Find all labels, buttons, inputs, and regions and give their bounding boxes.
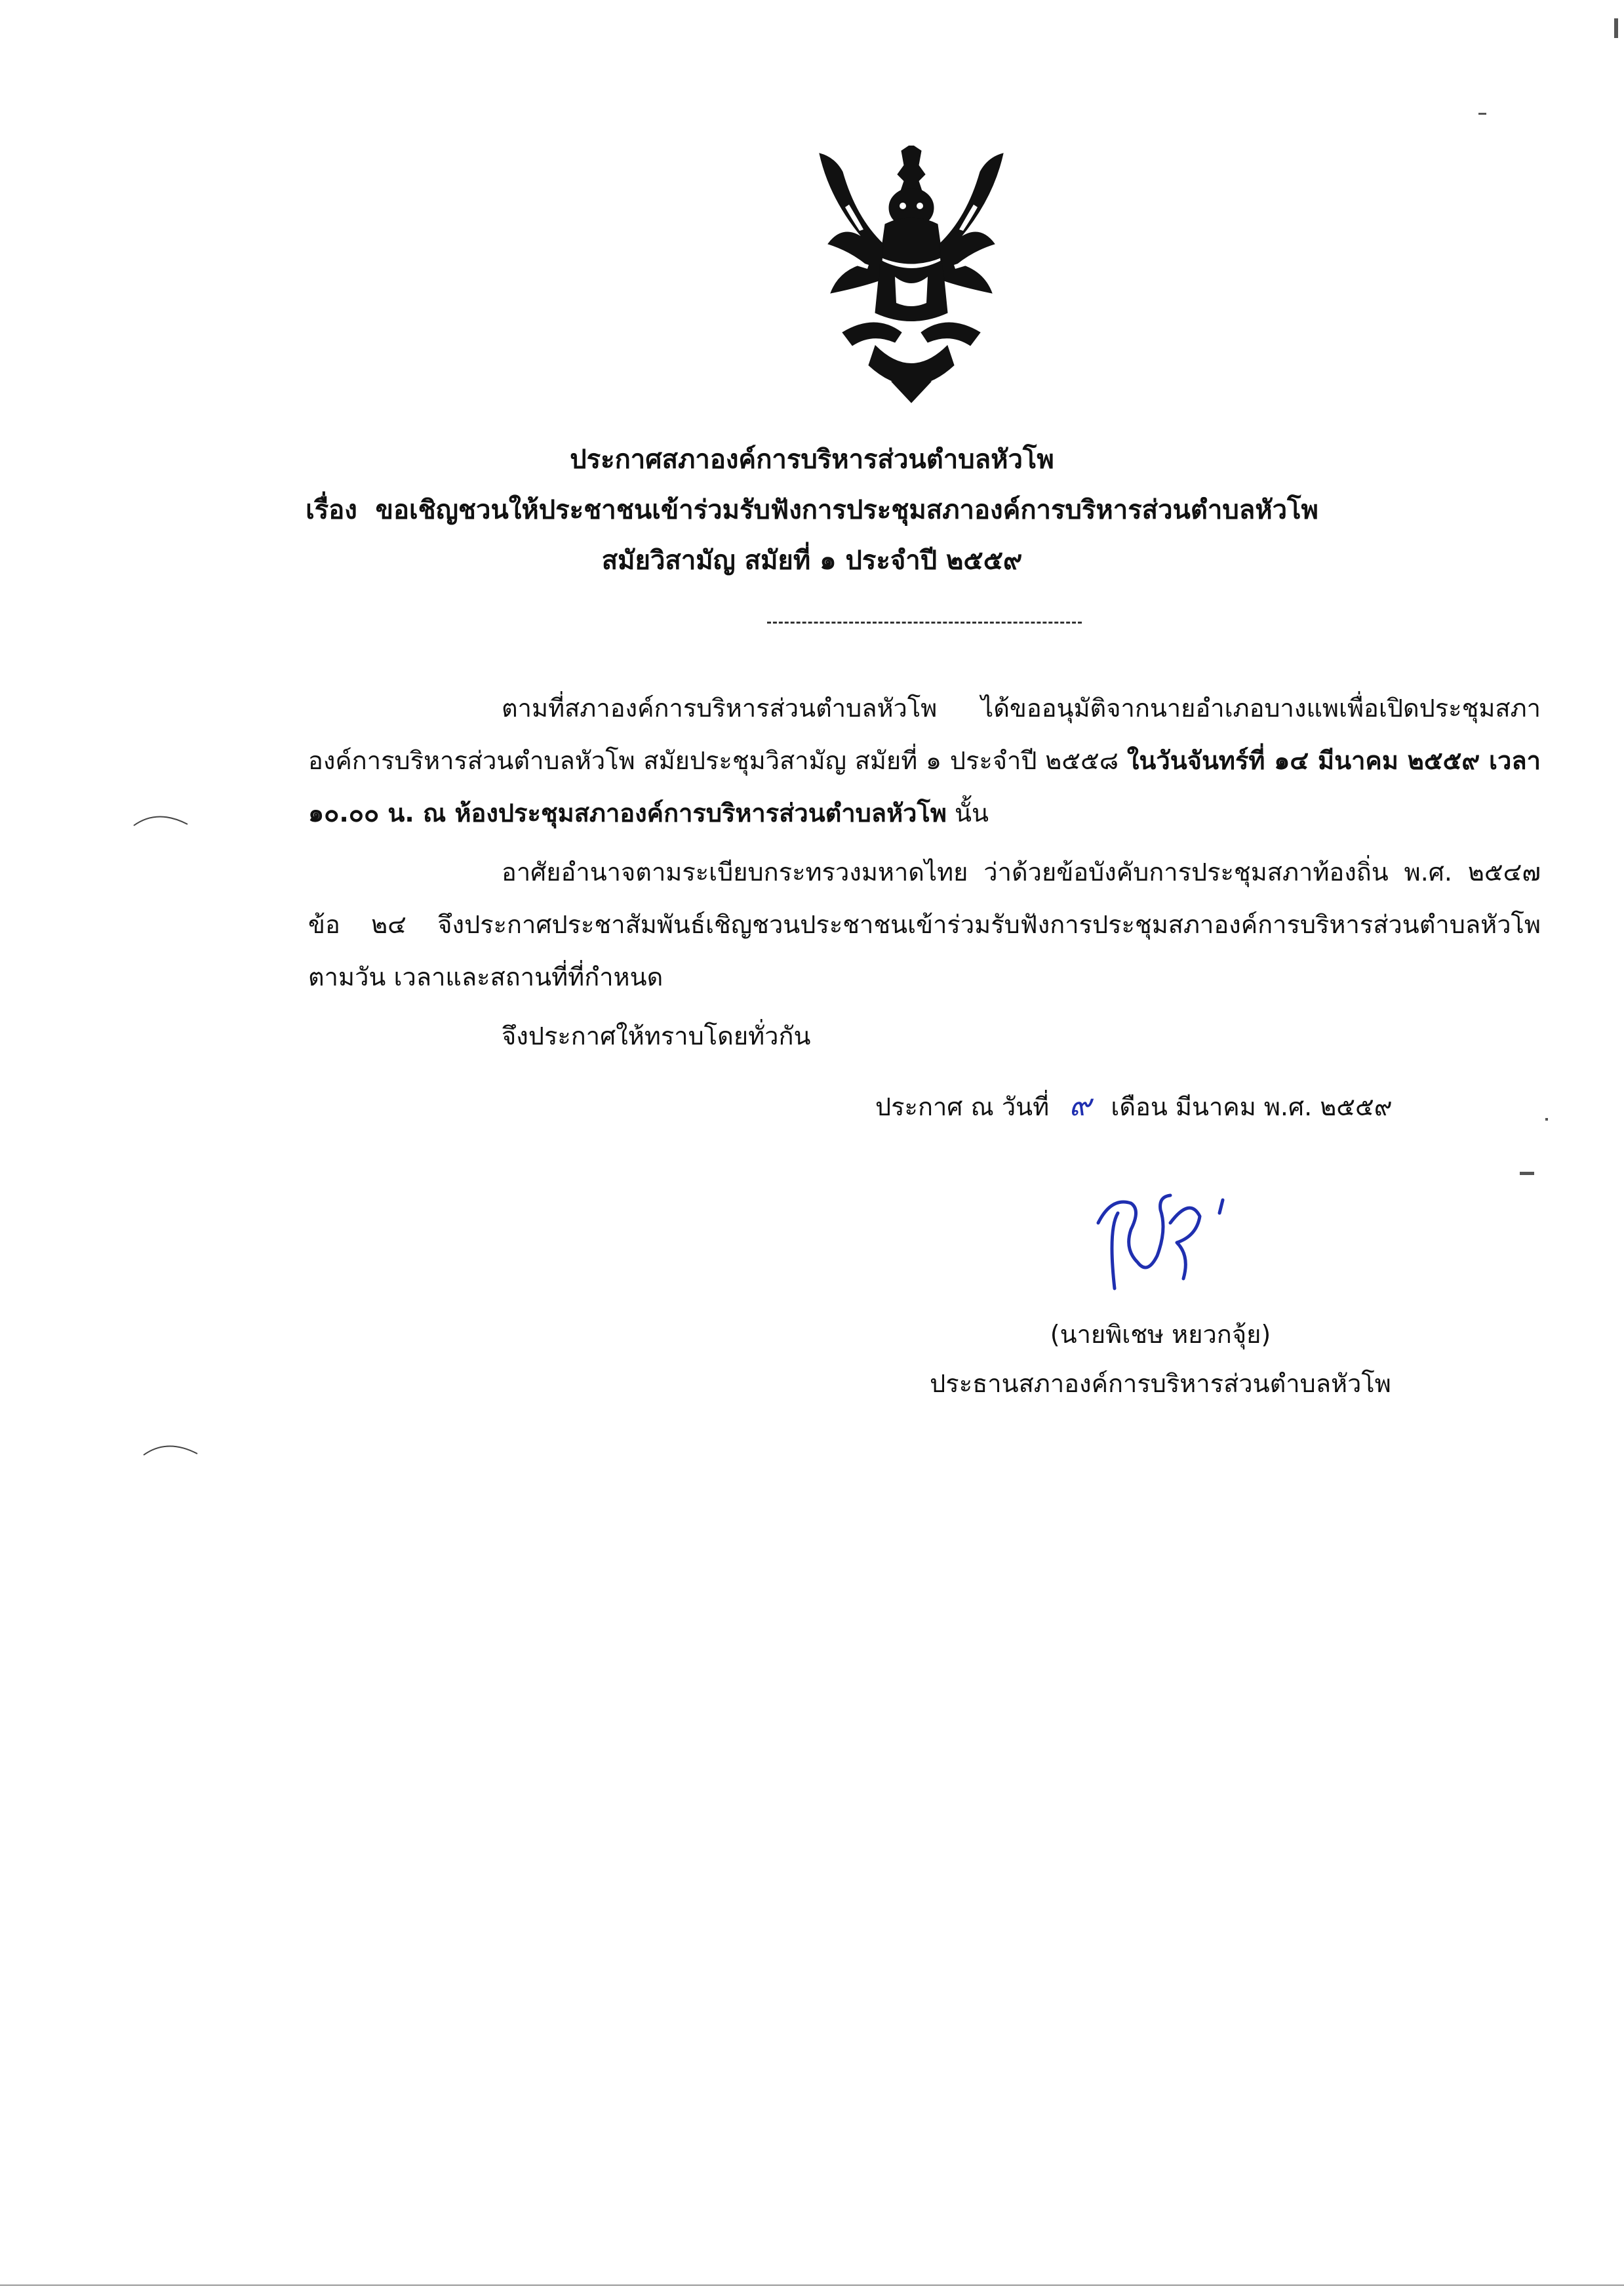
body-paragraph-2: อาศัยอำนาจตามระเบียบกระทรวงมหาดไทย ว่าด้วยข้อบังคับการประชุมสภาท้องถิ่น พ.ศ. ๒๕๔๗ ข้อ ๒๔ จึงประกาศประชาสัมพันธ์เชิญชวนประชาชนเข้าร่วมรับฟังการประชุมสภาองค์การบริหารส่วนตำบลหัวโพ ตามวัน เวลาและสถานที่ที่กำหนด: [308, 858, 1541, 991]
signatory-position: ประธานสภาองค์การบริหารส่วนตำบลหัวโพ: [930, 1369, 1391, 1398]
paragraph-1-tail: นั้น: [946, 799, 989, 828]
date-suffix: เดือน มีนาคม พ.ศ. ๒๕๕๙: [1111, 1092, 1393, 1121]
body-paragraph-3: จึงประกาศให้ทราบโดยทั่วกัน: [502, 1022, 811, 1050]
subject-label: เรื่อง: [306, 495, 357, 525]
handwritten-signature: [1085, 1184, 1236, 1298]
session-line: สมัยวิสามัญ สมัยที่ ๑ ประจำปี ๒๕๕๙: [601, 546, 1023, 576]
scan-mark: [1520, 1172, 1534, 1175]
signatory-name: (นายพิเชษ หยวกจุ้ย): [1050, 1320, 1271, 1349]
header-divider: [767, 622, 1082, 624]
page-fold-curve: [141, 1439, 200, 1459]
scan-mark: [1545, 1118, 1548, 1121]
scan-mark: [1614, 18, 1618, 38]
announcement-subject: [0, 489, 1624, 530]
meeting-datetime-place: ในวันจันทร์ที่ ๑๔ มีนาคม ๒๕๕๙ เวลา ๑๐.๐๐ น. ณ ห้องประชุมสภาองค์การบริหารส่วนตำบลหัวโพ: [308, 746, 1541, 828]
body-paragraph-1: [308, 682, 1541, 839]
date-prefix: ประกาศ ณ วันที่: [875, 1092, 1050, 1121]
page-fold-curve: [131, 810, 190, 829]
scan-mark: [1478, 113, 1486, 115]
garuda-emblem: [803, 146, 1020, 405]
scan-mark: [0, 2285, 1624, 2286]
subject-text: ขอเชิญชวนให้ประชาชนเข้าร่วมรับฟังการประชุมสภาองค์การบริหารส่วนตำบลหัวโพ: [375, 495, 1318, 525]
paragraph-1-text: ตามที่สภาองค์การบริหารส่วนตำบลหัวโพ ได้ขออนุมัติจากนายอำเภอบางแพเพื่อเปิดประชุมสภาองค์การบริหารส่วนตำบลหัวโพ สมัยประชุมวิสามัญ สมัยที่ ๑ ประจำปี ๒๕๕๘: [308, 694, 1541, 775]
handwritten-day: ๙: [1069, 1087, 1092, 1123]
announcement-title: ประกาศสภาองค์การบริหารส่วนตำบลหัวโพ: [570, 445, 1054, 475]
announcement-date-line: [875, 1079, 1393, 1133]
